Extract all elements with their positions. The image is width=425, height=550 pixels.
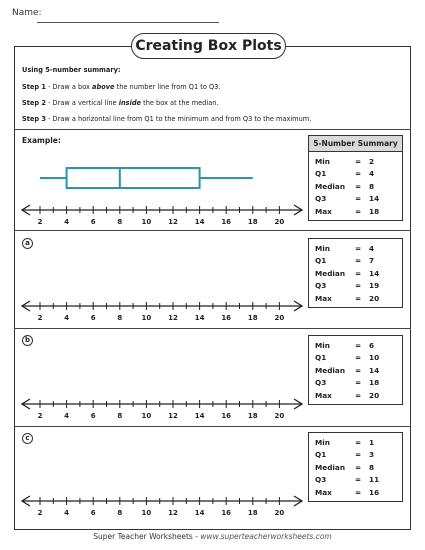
summary-key: Min [315,243,330,253]
summary-key: Median [315,181,346,191]
summary-equals: = [355,340,362,350]
summary-equals: = [355,156,362,166]
tick-label: 16 [221,218,232,226]
tick-label: 12 [168,314,178,322]
tick-label: 14 [194,218,205,226]
step-1-emphasis: above [92,83,115,91]
tick-label: 2 [37,412,43,420]
summary-equals: = [355,365,362,375]
summary-equals: = [355,181,362,191]
summary-value: 14 [369,268,380,278]
tick-label: 10 [141,314,152,322]
step-3-text: - Draw a horizontal line from Q1 to the minimum and from Q3 to the maximum. [45,115,312,123]
problem-c-marker: c [22,433,33,444]
tick-label: 16 [221,509,232,517]
summary-key: Min [315,437,330,447]
tick-label: 8 [117,314,123,322]
tick-label: 8 [117,218,123,226]
summary-key: Min [315,156,330,166]
summary-title: 5-Number Summary [309,136,402,152]
tick-label: 6 [90,509,96,517]
step-1-label: Step 1 [22,83,46,91]
summary-key: Max [315,293,332,303]
summary-value: 10 [369,353,380,363]
step-2-emphasis: inside [118,99,142,107]
tick-label: 16 [221,412,232,420]
tick-label: 4 [64,218,70,226]
summary-equals: = [355,281,362,291]
name-label: Name: [12,8,42,18]
summary-equals: = [355,169,362,179]
summary-key: Median [315,365,346,375]
page-title: Creating Box Plots [131,33,286,59]
tick-label: 18 [247,412,258,420]
summary-value: 18 [369,378,380,388]
summary-equals: = [355,268,362,278]
summary-equals: = [355,487,362,497]
tick-label: 2 [37,218,43,226]
footer-brand: Super Teacher Worksheets [93,532,193,541]
summary-value: 2 [369,156,375,166]
summary-equals: = [355,437,362,447]
summary-key: Q3 [315,194,327,204]
instructions-heading: Using 5-number summary: [22,66,121,74]
footer-url[interactable]: www.superteacherworksheets.com [200,532,332,541]
summary-key: Q1 [315,256,327,266]
box-q1-q3 [67,168,200,188]
summary-equals: = [355,353,362,363]
summary-key: Max [315,487,332,497]
footer [0,532,425,541]
tick-label: 6 [90,412,96,420]
summary-value: 4 [369,243,375,253]
tick-label: 20 [274,218,285,226]
summary-value: 8 [369,181,375,191]
summary-value: 20 [369,390,380,400]
summary-key: Q1 [315,169,327,179]
summary-value: 1 [369,437,375,447]
summary-equals: = [355,462,362,472]
tick-label: 12 [168,218,178,226]
tick-label: 20 [274,412,285,420]
summary-value: 14 [369,194,380,204]
summary-equals: = [355,256,362,266]
tick-label: 4 [64,314,70,322]
tick-label: 18 [247,314,258,322]
summary-value: 7 [369,256,375,266]
summary-value: 14 [369,365,380,375]
problem-a-marker: a [22,238,33,249]
summary-value: 16 [369,487,380,497]
summary-equals: = [355,194,362,204]
summary-key: Q1 [315,353,327,363]
summary-key: Median [315,462,346,472]
tick-label: 6 [90,218,96,226]
tick-label: 2 [37,509,43,517]
summary-key: Q3 [315,475,327,485]
summary-equals: = [355,475,362,485]
summary-equals: = [355,293,362,303]
summary-key: Min [315,340,330,350]
summary-value: 8 [369,462,375,472]
summary-equals: = [355,450,362,460]
example-label: Example: [22,136,61,145]
summary-value: 20 [369,293,380,303]
tick-label: 6 [90,314,96,322]
summary-equals: = [355,243,362,253]
tick-label: 10 [141,509,152,517]
summary-equals: = [355,378,362,388]
problem-b-marker: b [22,335,33,346]
tick-label: 12 [168,509,178,517]
tick-label: 20 [274,314,285,322]
summary-value: 4 [369,169,375,179]
tick-label: 18 [247,509,258,517]
summary-equals: = [355,390,362,400]
tick-label: 12 [168,412,178,420]
summary-key: Q3 [315,378,327,388]
summary-value: 18 [369,206,380,216]
tick-label: 8 [117,412,123,420]
tick-label: 8 [117,509,123,517]
summary-key: Q1 [315,450,327,460]
step-2-text-b: the box at the median. [141,99,219,107]
step-2-label: Step 2 [22,99,46,107]
summary-key: Max [315,206,332,216]
footer-separator: - [192,532,201,541]
tick-label: 10 [141,218,152,226]
tick-label: 20 [274,509,285,517]
summary-value: 19 [369,281,380,291]
tick-label: 14 [194,509,205,517]
step-1-text-a: - Draw a box [45,83,93,91]
step-2-text-a: - Draw a vertical line [45,99,119,107]
summary-key: Max [315,390,332,400]
summary-key: Q3 [315,281,327,291]
summary-value: 6 [369,340,375,350]
summary-value: 3 [369,450,375,460]
tick-label: 18 [247,218,258,226]
summary-equals: = [355,206,362,216]
step-1-text-b: the number line from Q1 to Q3. [114,83,221,91]
tick-label: 4 [64,509,70,517]
tick-label: 10 [141,412,152,420]
tick-label: 4 [64,412,70,420]
summary-key: Median [315,268,346,278]
tick-label: 16 [221,314,232,322]
tick-label: 14 [194,314,205,322]
tick-label: 2 [37,314,43,322]
tick-label: 14 [194,412,205,420]
summary-value: 11 [369,475,380,485]
step-3-label: Step 3 [22,115,46,123]
